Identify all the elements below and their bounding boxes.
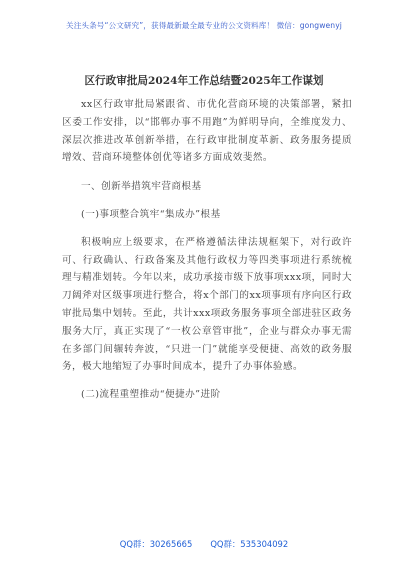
- footer-contact: [0, 538, 408, 550]
- subsection-heading-1: (一)事项整合筑牢“集成办”根基: [81, 208, 221, 220]
- intro-paragraph: xx区行政审批局紧跟省、市优化营商环境的决策部署，紧扣区委工作安排，以“邯郸办事不用跑”为鲜明导向，全维度发力、深层次推进改革创新举措，在行政审批制度革新、政务服务提质增效、营商环境整体创优等诸多方面成效斐然。: [62, 99, 352, 164]
- footer-qq-group-2: QQ群：535304092: [210, 539, 289, 549]
- footer-qq-group-1: QQ群：30265665: [119, 539, 193, 549]
- promo-banner: 关注头条号“公文研究”，获得最新最全最专业的公文资料库！ 微信：gongwenyj: [66, 21, 342, 30]
- document-title: 区行政审批局2024年工作总结暨2025年工作谋划: [84, 75, 324, 87]
- section-heading-1: 一、创新举措筑牢营商根基: [81, 181, 202, 193]
- subsection-1-paragraph: 积极响应上级要求，在严格遵循法律法规框架下，对行政许可、行政确认、行政备案及其他行政权力等四类事项进行系统梳理与精准划转。今年以来，成功承接市级下放事项xxx项，同时大刀阔斧对区级事项进行整合，将x个部门的xx项事项有序向区行政审批局集中划转。至此，共计xxx项政务服务事项全部进驻区政务服务大厅，真正实现了“一枚公章管审批”，企业与群众办事无需在多部门间辗转奔波，“只进一门”就能享受便捷、高效的政务服务，极大地缩短了办事时间成本，提升了办事体验感。: [62, 236, 352, 373]
- subsection-heading-2: (二)流程重塑推动“便捷办”进阶: [81, 389, 221, 401]
- document-body: [62, 96, 352, 404]
